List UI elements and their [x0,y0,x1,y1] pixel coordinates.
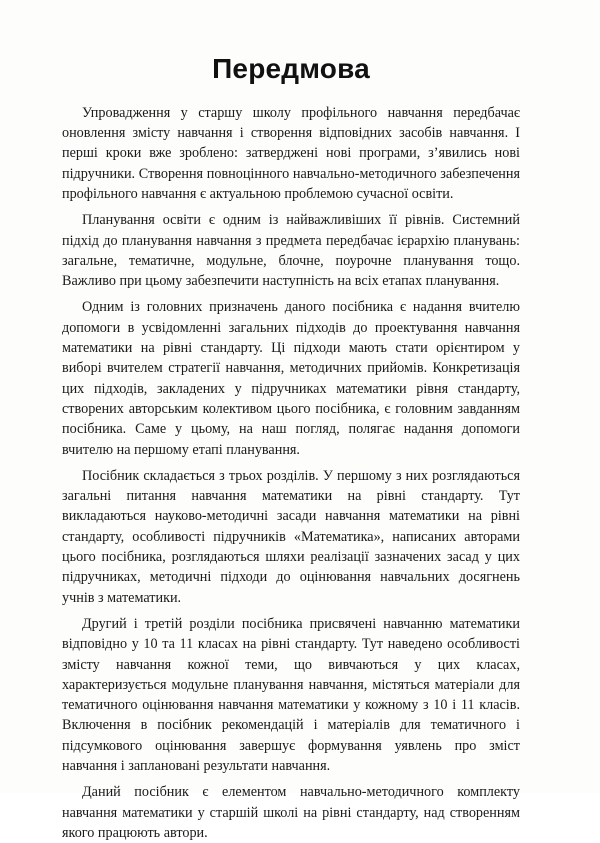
document-body [62,103,520,843]
page-title: Передмова [212,53,370,84]
paragraph-2: Планування освіти є одним із найважливіших її рівнів. Системний підхід до планування навчання з предмета передбачає ієрархію планувань: загальне, тематичне, модульне, блочне, поурочне планування тощо. Важливо при цьому забезпечити наступність на всіх етапах планування. [62,212,520,290]
paragraph-6: Даний посібник є елементом навчально-методичного комплекту навчання математики у старшій школі на рівні стандарту, над створенням якого працюють автори. [62,784,520,841]
paragraph-5: Другий і третій розділи посібника присвячені навчанню математики відповідно у 10 та 11 класах на рівні стандарту. Тут наведено особливості змісту навчання кожної теми, що вивчаються у цих класах, характеризується модульне планування навчання, містяться матеріали для тематичного оцінювання навчання математики у кожному з 10 і 11 класів. Включення в посібник рекомендацій і матеріалів для тематичного і підсумкового оцінювання завершує формування уявлень про зміст навчання і заплановані результати навчання. [62,615,520,774]
paragraph-3: Одним із головних призначень даного посібника є надання вчителю допомоги в усвідомленні загальних підходів до проектування навчання математики на рівні стандарту. Ці підходи мають стати орієнтиром у виборі вчителем стратегії навчання, методичних прийомів. Конкретизація цих підходів, закладених у підручниках математики рівня стандарту, створених авторським колективом цього посібника, є головним завданням посібника. Саме у цьому, на наш погляд, полягає надання допомоги вчителю на першому етапі планування. [62,299,520,458]
paragraph-1: Упровадження у старшу школу профільного навчання передбачає оновлення змісту навчання і створення відповідних засобів навчання. І перші кроки вже зроблено: затверджені нові програми, з’явились нові підручники. Створення повноцінного навчально-методичного забезпечення профільного навчання є актуальною проблемою сучасної освіти. [62,104,520,202]
paragraph-4: Посібник складається з трьох розділів. У першому з них розглядаються загальні питання навчання математики на рівні стандарту. Тут викладаються науково-методичні засади навчання математики на рівні стандарту, особливості підручників «Математика», написаних авторами цього посібника, розглядаються шляхи реалізації зазначених засад у цих підручниках, методичні підходи до оцінювання навчальних досягнень учнів з математики. [62,467,520,606]
